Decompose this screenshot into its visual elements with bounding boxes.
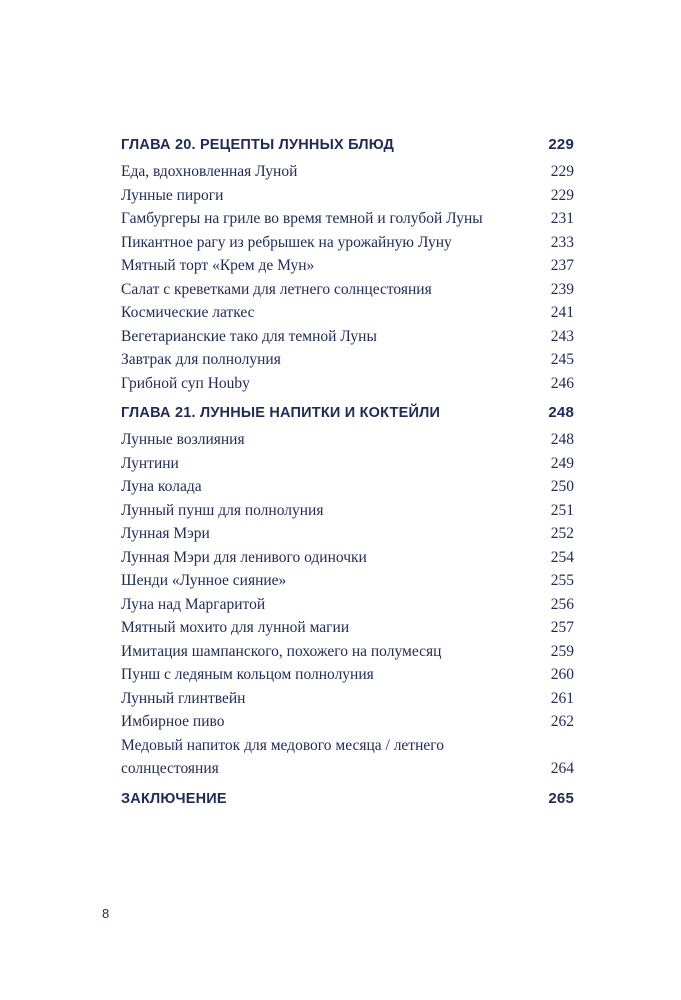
toc-entry[interactable] [121,325,574,349]
entry-page-number: 264 [550,760,574,777]
entry-title: Вегетарианские тако для темной Луны [121,327,377,345]
toc-entry[interactable] [121,499,574,523]
toc-entry[interactable] [121,475,574,499]
chapter-heading[interactable] [121,401,574,425]
page-number: 8 [102,906,110,921]
toc-entry[interactable] [121,687,574,711]
entry-page-number: 231 [550,210,574,227]
chapter-page-number: 229 [548,136,574,153]
chapter-title: ЗАКЛЮЧЕНИЕ [121,790,227,807]
entry-page-number: 245 [550,351,574,368]
toc-entry[interactable] [121,160,574,184]
toc-entry[interactable] [121,616,574,640]
entry-title: Грибной суп Houby [121,374,250,392]
entry-title: Лунный пунш для полнолуния [121,501,324,519]
chapter-page-number: 248 [548,404,574,421]
toc-entry[interactable] [121,734,574,781]
entry-title: Лунная Мэри для ленивого одиночки [121,548,367,566]
entry-page-number: 237 [550,257,574,274]
toc-entry[interactable] [121,452,574,476]
entry-page-number: 241 [550,304,574,321]
entry-page-number: 259 [550,642,574,660]
entry-page-number: 257 [550,619,574,636]
entry-title: Мятный мохито для лунной магии [121,619,350,636]
toc-entry[interactable] [121,569,574,593]
entry-title: Луна над Маргаритой [121,595,266,613]
entry-title: Лунный глинтвейн [121,689,246,707]
entry-page-number: 255 [550,572,574,589]
entry-page-number: 256 [550,595,574,613]
toc-entry[interactable] [121,348,574,372]
entry-page-number: 251 [550,501,574,519]
toc-entry[interactable] [121,184,574,208]
entry-title: Пикантное рагу из ребрышек на урожайную Луну [121,233,452,251]
toc-entry[interactable] [121,593,574,617]
entry-title: Еда, вдохновленная Луной [121,163,298,180]
entry-title-line: Медовый напиток для медового месяца / летнего [121,736,444,754]
entry-title: Пунш с ледяным кольцом полнолуния [121,666,374,683]
toc-entry[interactable] [121,663,574,687]
entry-title: Гамбургеры на гриле во время темной и голубой Луны [121,210,483,227]
entry-page-number: 262 [550,713,574,730]
entry-title: Космические латкес [121,304,255,321]
entry-page-number: 250 [550,478,574,495]
entry-title: Лунтини [121,454,179,472]
entry-title-line: солнцестояния [121,760,219,777]
entry-page-number: 248 [550,431,574,448]
entry-title: Салат с креветками для летнего солнцестояния [121,280,432,298]
entry-page-number: 229 [550,163,574,180]
chapter-heading[interactable] [121,133,574,157]
entry-title: Лунные возлияния [121,431,245,448]
toc-entry[interactable] [121,254,574,278]
entry-title: Лунная Мэри [121,525,210,542]
entry-title: Имитация шампанского, похожего на полумесяц [121,642,442,660]
toc-entry[interactable] [121,546,574,570]
entry-title: Шенди «Лунное сияние» [121,572,287,589]
entry-page-number: 233 [550,233,574,251]
entry-page-number: 252 [550,525,574,542]
entry-page-number: 229 [550,186,574,204]
entry-page-number: 254 [550,548,574,566]
toc-entry[interactable] [121,640,574,664]
entry-page-number: 243 [550,327,574,345]
entry-page-number: 239 [550,280,574,298]
entry-page-number: 249 [550,454,574,472]
entry-title: Имбирное пиво [121,713,225,730]
toc-entry[interactable] [121,428,574,452]
entry-title: Луна колада [121,478,202,495]
toc-entry[interactable] [121,278,574,302]
toc-entry[interactable] [121,207,574,231]
chapter-title: ГЛАВА 21. ЛУННЫЕ НАПИТКИ И КОКТЕЙЛИ [121,405,441,421]
table-of-contents [121,133,574,814]
entry-title: Завтрак для полнолуния [121,351,281,368]
entry-title: Мятный торт «Крем де Мун» [121,257,315,274]
entry-page-number: 260 [550,666,574,683]
entry-page-number: 261 [550,689,574,707]
entry-page-number: 246 [550,374,574,392]
chapter-title: ГЛАВА 20. РЕЦЕПТЫ ЛУННЫХ БЛЮД [121,137,395,153]
toc-entry[interactable] [121,372,574,396]
toc-entry[interactable] [121,710,574,734]
chapter-page-number: 265 [548,789,574,807]
entry-title: Лунные пироги [121,186,224,204]
toc-entry[interactable] [121,231,574,255]
toc-entry[interactable] [121,301,574,325]
chapter-heading[interactable] [121,787,574,811]
toc-entry[interactable] [121,522,574,546]
